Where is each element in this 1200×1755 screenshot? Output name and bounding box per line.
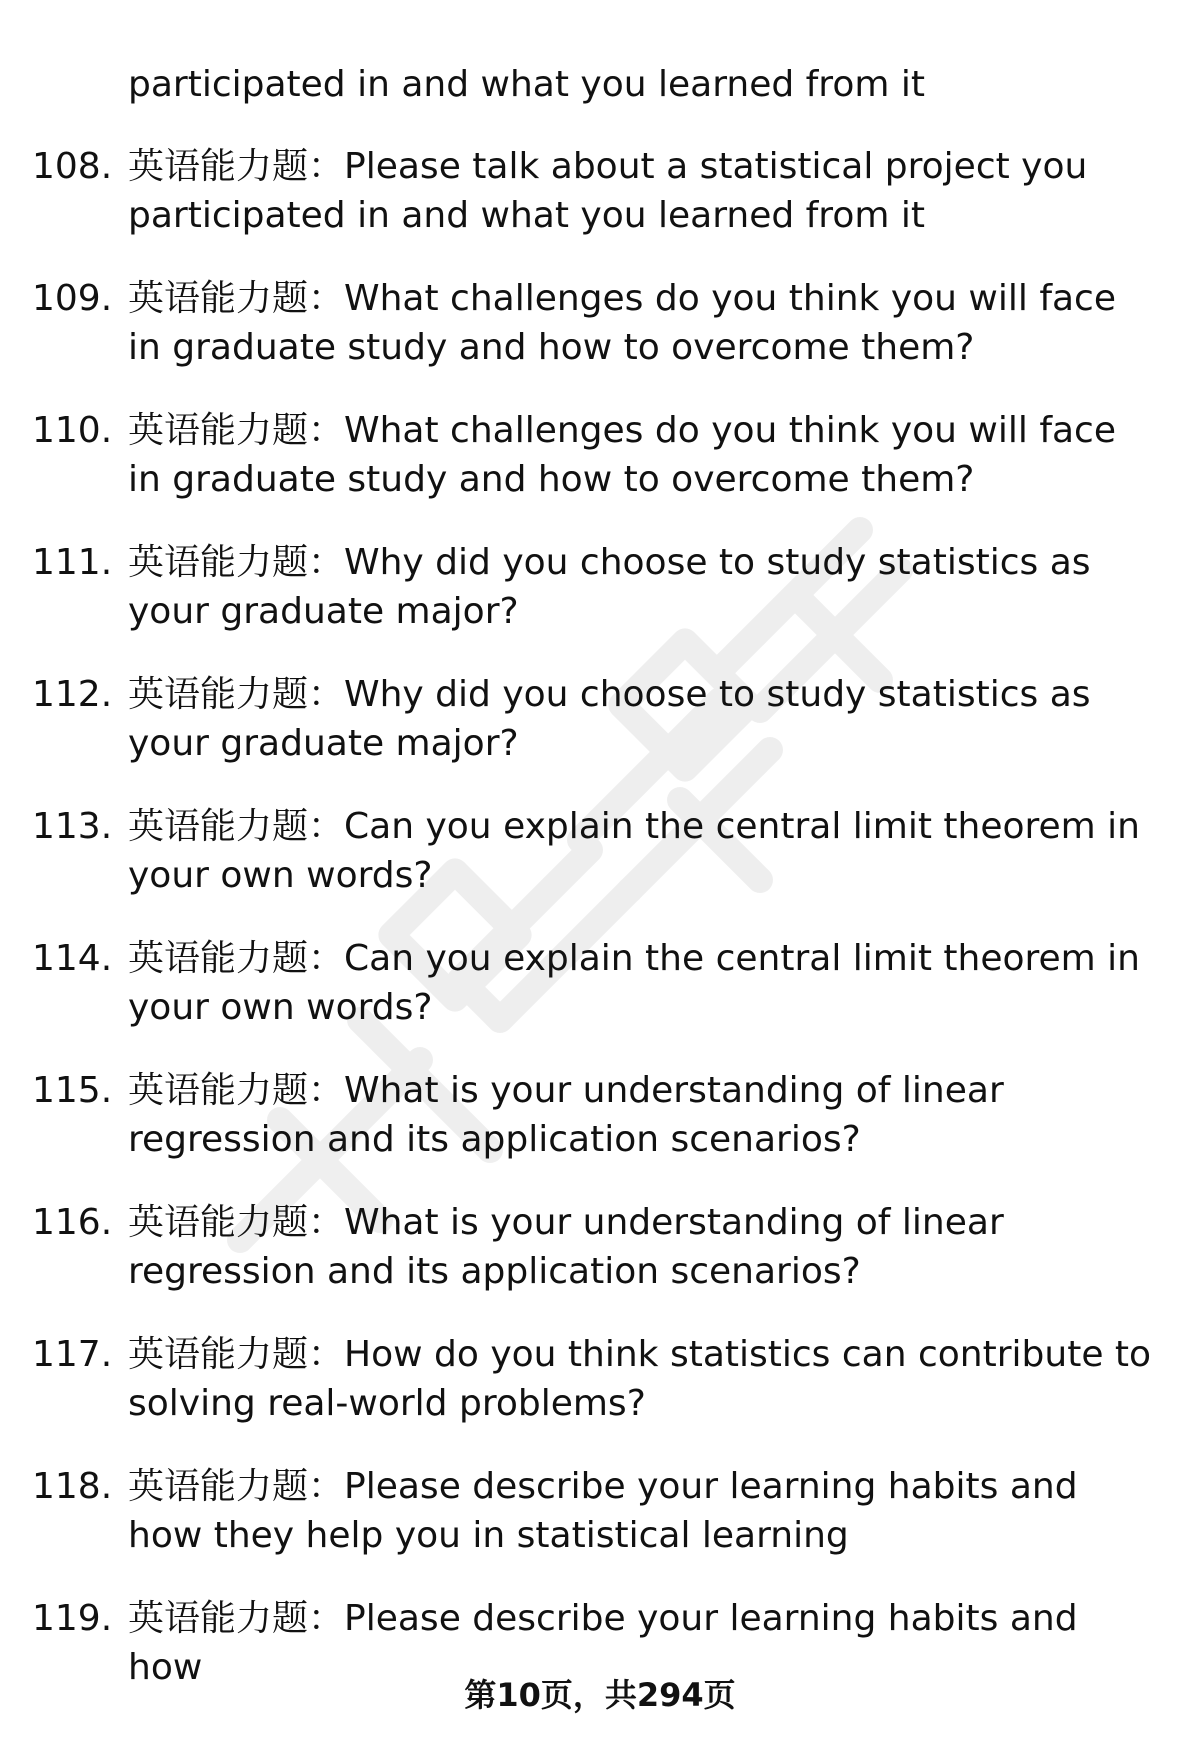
question-item: [0, 1330, 1200, 1462]
page-footer: 第10页，共294页: [464, 1676, 736, 1714]
question-body: [128, 1330, 1158, 1428]
question-number: 119.: [32, 1598, 113, 1639]
question-category-label: 英语能力题：: [128, 1070, 345, 1111]
question-item: [0, 406, 1200, 538]
question-item: [0, 538, 1200, 670]
question-number: 109.: [32, 278, 113, 319]
question-item: [0, 802, 1200, 934]
question-text: Please describe your learning habits and how: [128, 1598, 1078, 1688]
question-item: [0, 1066, 1200, 1198]
question-number: 112.: [32, 674, 113, 715]
question-number: 114.: [32, 938, 113, 979]
question-item: [0, 1462, 1200, 1594]
question-text: Please talk about a statistical project you participated in and what you learned from it: [128, 146, 1088, 236]
question-body: [128, 142, 1158, 240]
question-item: [0, 934, 1200, 1066]
question-body: [128, 1066, 1158, 1164]
question-number: 111.: [32, 542, 113, 583]
question-category-label: 英语能力题：: [128, 278, 345, 319]
question-text: What is your understanding of linear regression and its application scenarios?: [128, 1202, 1004, 1292]
question-body: [128, 1198, 1158, 1296]
question-body: [128, 406, 1158, 504]
question-text: What challenges do you think you will face in graduate study and how to overcome them?: [128, 278, 1116, 368]
question-body: [128, 802, 1158, 900]
question-category-label: 英语能力题：: [128, 674, 345, 715]
question-category-label: 英语能力题：: [128, 806, 345, 847]
question-category-label: 英语能力题：: [128, 1334, 345, 1375]
question-category-label: 英语能力题：: [128, 1466, 345, 1507]
question-number: 113.: [32, 806, 113, 847]
question-body: [128, 670, 1158, 768]
question-text: What is your understanding of linear regression and its application scenarios?: [128, 1070, 1004, 1160]
question-number: 116.: [32, 1202, 113, 1243]
question-category-label: 英语能力题：: [128, 938, 345, 979]
question-category-label: 英语能力题：: [128, 1598, 345, 1639]
question-category-label: 英语能力题：: [128, 1202, 345, 1243]
question-category-label: 英语能力题：: [128, 542, 345, 583]
question-number: 108.: [32, 146, 113, 187]
question-item: [0, 274, 1200, 406]
question-category-label: 英语能力题：: [128, 146, 345, 187]
question-body: [128, 934, 1158, 1032]
question-category-label: 英语能力题：: [128, 410, 345, 451]
question-text: What challenges do you think you will face in graduate study and how to overcome them?: [128, 410, 1116, 500]
question-body: [128, 274, 1158, 372]
question-text: How do you think statistics can contribute to solving real-world problems?: [128, 1334, 1152, 1424]
question-number: 115.: [32, 1070, 113, 1111]
continued-question-text: participated in and what you learned from it: [128, 64, 925, 105]
question-number: 117.: [32, 1334, 113, 1375]
question-item: [0, 1198, 1200, 1330]
question-number: 110.: [32, 410, 113, 451]
question-text: Can you explain the central limit theorem in your own words?: [128, 806, 1140, 896]
question-text: Can you explain the central limit theorem in your own words?: [128, 938, 1140, 1028]
question-text: Why did you choose to study statistics as your graduate major?: [128, 674, 1091, 764]
question-text: Why did you choose to study statistics as your graduate major?: [128, 542, 1091, 632]
question-body: [128, 1462, 1158, 1560]
question-body: [128, 538, 1158, 636]
question-text: Please describe your learning habits and how they help you in statistical learning: [128, 1466, 1078, 1556]
question-item: [0, 670, 1200, 802]
question-item: [0, 142, 1200, 274]
question-number: 118.: [32, 1466, 113, 1507]
question-list: [0, 142, 1200, 1726]
